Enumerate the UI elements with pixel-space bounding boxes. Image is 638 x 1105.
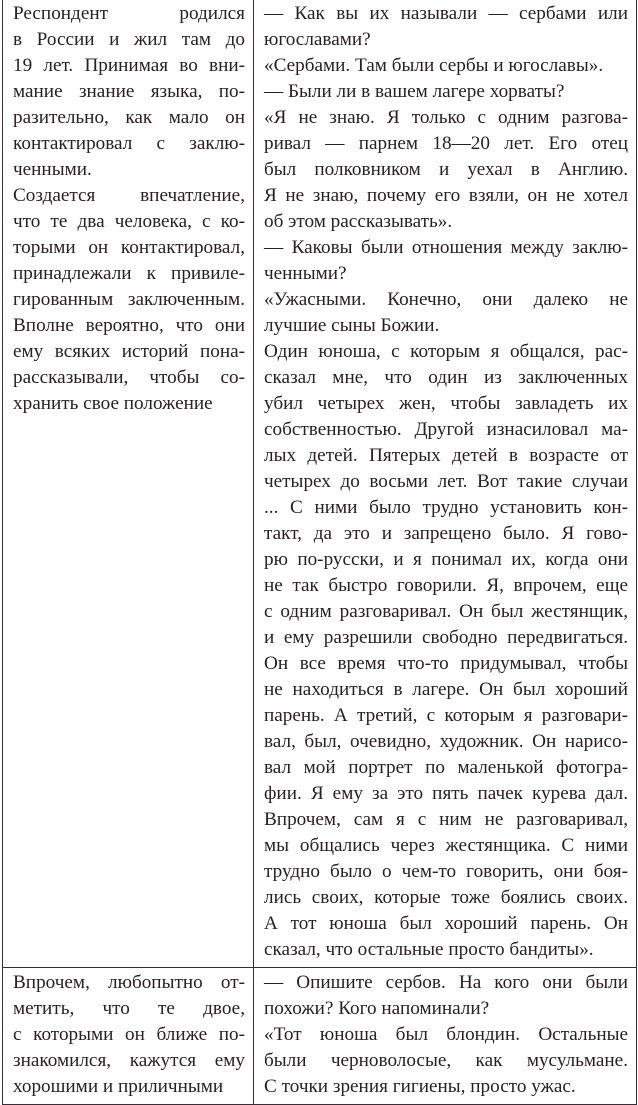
text-line: в России и жил там до [13,29,245,50]
text-line: вал мой портрет по маленькой фотогра- [264,757,628,778]
text-line: знакомился, кажутся ему [13,1050,245,1071]
text-line: Один юноша, с которым я общался, рас- [264,341,628,362]
text-line: были черноволосые, как мусульмане. [264,1050,628,1071]
table-row [3,0,637,968]
interview-cell [254,0,637,968]
text-line: «Ужасными. Конечно, они далеко не [264,289,628,310]
text-line: мы общались через жестянщика. С ними [264,835,628,856]
text-line: Создается впечатление, [13,185,245,206]
text-line: хорошими и приличными [13,1076,224,1097]
text-line: ривал — парнем 18—20 лет. Его отец [264,133,628,154]
text-line: с одним разговаривал. Он был жестянщик, [264,601,628,622]
text-line: вал, был, очевидно, художник. Он нарисо- [264,731,628,752]
text-line: сказал мне, что один из заключенных [264,367,628,388]
text-line: об этом рассказывать». [264,211,453,232]
text-line: югославами? [264,29,371,50]
text-line: — Каковы были отношения между заклю- [264,237,628,258]
interview-cell [254,968,637,1105]
text-line: — Были ли в вашем лагере хорваты? [264,81,565,102]
text-line: ченными. [13,159,92,180]
text-line: контактировал с заклю- [13,133,245,154]
text-line: — Как вы их называли — сербами или [264,3,628,24]
text-line: Я не знаю, почему его взяли, он не хотел [264,185,628,206]
text-line: лучшие сыны Божии. [264,315,440,336]
table-row [3,968,637,1105]
text-line: убил четырех жен, чтобы завладеть их [264,393,628,414]
text-line: Респондент родился [13,3,245,24]
text-line: и ему разрешили свободно передвигаться. [264,627,628,648]
commentary-cell [3,0,254,968]
text-line: такт, да это и запрещено было. Я гово- [264,523,628,544]
text-line: собственностью. Другой изнасиловал ма- [264,419,628,440]
text-line: четырех до восьми лет. Вот такие случаи [264,471,628,492]
text-line: не находиться в лагере. Он был хороший [264,679,628,700]
text-line: «Тот юноша был блондин. Остальные [264,1024,628,1045]
text-line: с которыми он ближе по- [13,1024,245,1045]
text-line: торыми он контактировал, [13,237,245,258]
text-line: Он все время что-то придумывал, чтобы [264,653,628,674]
text-line: трудно было о чем-то говорить, они боя- [264,861,628,882]
text-line: хранить свое положение [13,393,213,414]
text-line: гированным заключенным. [13,289,245,310]
text-line: не так быстро говорили. Я, впрочем, еще [264,575,628,596]
text-line: А тот юноша был хороший парень. Он [264,913,628,934]
text-line: Впрочем, любопытно от- [13,972,245,993]
interview-table [2,0,637,1105]
text-line: ... С ними было трудно установить кон- [264,497,628,518]
text-line: рю по-русски, и я понимал их, когда они [264,549,628,570]
text-line: Впрочем, сам я с ним не разговаривал, [264,809,628,830]
text-line: — Опишите сербов. На кого они были [264,972,628,993]
text-line: разительно, как мало он [13,107,245,128]
commentary-cell [3,968,254,1105]
text-line: принадлежали к привиле- [13,263,245,284]
text-line: метить, что те двое, [13,998,245,1019]
text-line: ему всяких историй пона- [13,341,245,362]
text-line: ченными? [264,263,347,284]
text-line: Вполне вероятно, что они [13,315,245,336]
text-line: был полковником и уехал в Англию. [264,159,628,180]
text-line: сказал, что остальные просто бандиты». [264,939,594,960]
text-line: лись своих, которые тоже боялись своих. [264,887,628,908]
text-line: фии. Я ему за это пять пачек курева дал. [264,783,628,804]
text-line: С точки зрения гигиены, просто ужас. [264,1076,576,1097]
text-line: похожи? Кого напоминали? [264,998,490,1019]
text-line: «Я не знаю. Я только с одним разгова- [264,107,628,128]
text-line: рассказывали, чтобы со- [13,367,245,388]
text-line: 19 лет. Принимая во вни- [13,55,245,76]
text-line: мание знание языка, по- [13,81,245,102]
text-line: что те два человека, с ко- [13,211,245,232]
text-line: парень. А третий, с которым я разговари- [264,705,628,726]
text-line: лых детей. Пятерых детей в возрасте от [264,445,628,466]
text-line: «Сербами. Там были сербы и югославы». [264,55,604,76]
